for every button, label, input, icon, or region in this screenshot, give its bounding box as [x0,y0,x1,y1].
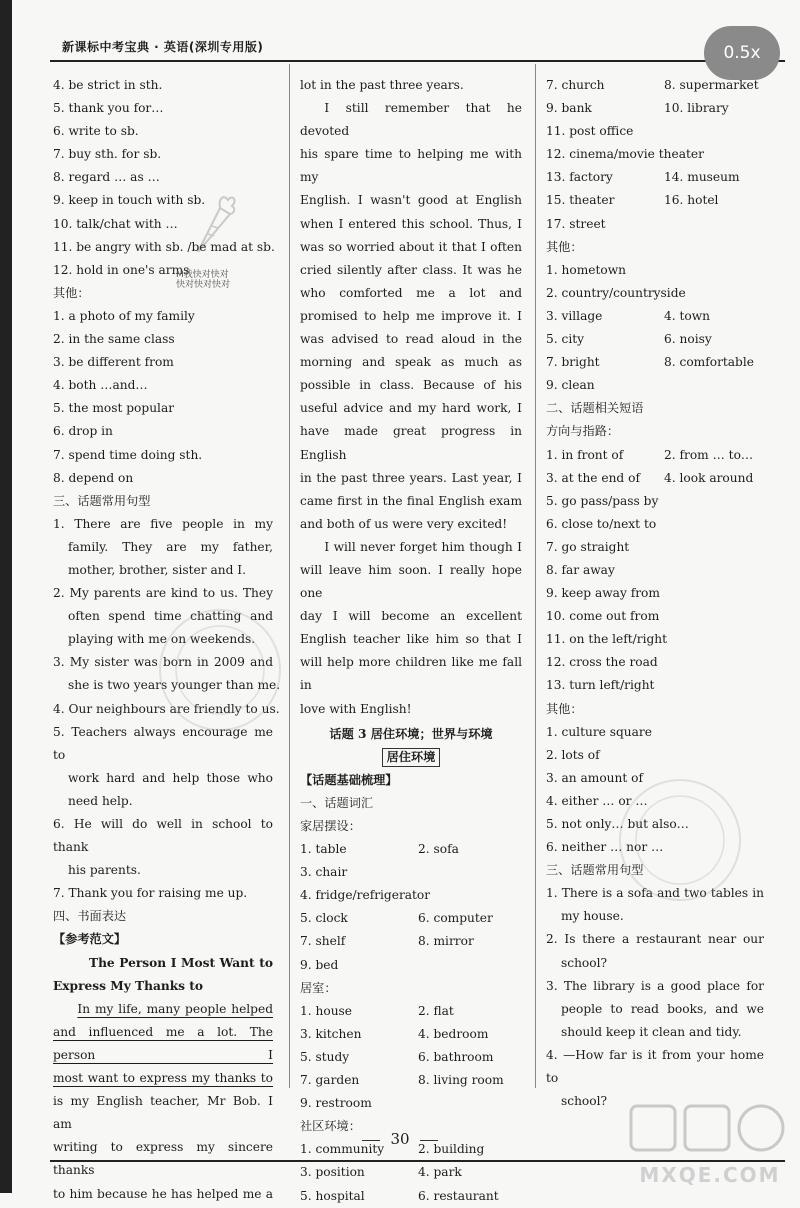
word-grid [300,1000,522,1115]
word-item: 2. sofa [418,842,459,857]
word-grid [546,259,764,398]
word-row [546,259,764,282]
section-heading: 三、话题常用句型 [53,493,151,508]
sentence-line: my house. [561,909,624,924]
text-line: in the past three years. Last year, I [300,470,522,485]
word-item: 1. table [300,842,347,857]
text-line: was so worried about it that I often [300,239,522,254]
section-heading: 一、话题词汇 [300,795,374,810]
word-item: 5. study [300,1049,350,1064]
essay-paragraph [53,998,273,1206]
text-line: when I entered this school. Thus, I [300,216,522,231]
sentence-item: 1. There are five people in my [53,516,273,531]
word-item: 11. post office [546,124,634,139]
word-item: 2. building [418,1142,485,1157]
sentence-line: work hard and help those who [68,770,273,785]
word-item: 5. go pass/pass by [546,493,659,508]
essay-paragraph [300,97,522,536]
word-row [546,490,764,513]
phrase-item: 2. in the same class [53,332,175,347]
word-item: 6. noisy [664,332,712,347]
word-row [546,351,764,374]
dash-right [420,1140,438,1141]
word-item: 6. restaurant [418,1188,499,1203]
word-row [546,189,764,212]
word-item: 13. factory [546,170,613,185]
word-item: 3. village [546,308,603,323]
section-heading: 二、话题相关短语 [546,401,644,416]
word-item: 7. garden [300,1073,360,1088]
word-row [546,328,764,351]
word-row [300,954,522,977]
word-row [546,282,764,305]
word-item: 6. close to/next to [546,516,657,531]
svg-text:MXQE.COM: MXQE.COM [639,1163,781,1187]
phrase-item: 4. either … or … [546,793,648,808]
sentence-line: school? [561,955,608,970]
word-item: 4. fridge/refrigerator [300,888,431,903]
text-line: and influenced me a lot. The person I [53,1024,273,1062]
word-grid [300,1138,522,1207]
word-item: 5. clock [300,911,348,926]
word-row [300,1092,522,1115]
word-row [546,374,764,397]
word-row [546,559,764,582]
word-row [546,513,764,536]
word-item: 11. on the left/right [546,632,668,647]
category-label: 居室： [300,980,337,995]
word-row [300,907,522,930]
section-heading: 三、话题常用句型 [546,863,644,878]
word-item: 8. supermarket [664,78,759,92]
word-row [546,605,764,628]
word-item: 4. bedroom [418,1026,489,1041]
word-item: 1. community [300,1142,385,1157]
text-line: to him because he has helped me a [53,1186,273,1201]
word-item: 8. comfortable [664,355,754,370]
word-row [546,143,764,166]
sentence-line: often spend time chatting and [68,609,273,624]
word-row [546,305,764,328]
phrase-item: 1. culture square [546,724,652,739]
watermark-caption: M我快对快对 快对快对快对 [176,270,231,290]
sentence-item: 2. Is there a restaurant near our [546,932,764,947]
column-middle [300,74,522,1208]
text-line: writing to express my sincere thanks [53,1140,273,1178]
text-line: day I will become an excellent [300,609,522,624]
category-label: 方向与指路： [546,424,620,439]
sentence-line: family. They are my father, [68,539,273,554]
text-line: was advised to read aloud in the [300,332,522,347]
word-row [546,444,764,467]
text-line: is my English teacher, Mr Bob. I am [53,1094,273,1132]
phrase-item: 7. buy sth. for sb. [53,147,162,162]
word-item: 3. chair [300,865,348,880]
word-item: 9. bank [546,101,592,116]
text-line: cried silently after class. It was he [300,262,522,277]
text-line: possible in class. Because of his [300,378,522,393]
word-item: 1. house [300,1003,353,1018]
phrase-item: 4. both …and… [53,378,148,393]
word-row [300,884,522,907]
phrase-item: 8. depend on [53,470,134,485]
column-divider [535,64,536,1088]
word-item: 7. shelf [300,934,346,949]
word-item: 5. city [546,332,585,347]
sample-essay-label: 【参考范文】 [53,932,127,947]
word-row [546,628,764,651]
sentence-line: need help. [68,793,133,808]
word-item: 3. at the end of [546,470,640,485]
word-item: 4. town [664,308,711,323]
essay-paragraph [300,536,522,721]
phrase-item: 10. talk/chat with … [53,216,178,231]
word-item: 8. mirror [418,934,474,949]
page-number: 30 [390,1130,410,1148]
word-item: 13. turn left/right [546,678,655,693]
text-line: promised to help me improve it. I [300,308,522,323]
word-item: 5. hospital [300,1188,365,1203]
essay-title: Express My Thanks to [53,978,204,993]
phrase-item: 9. keep in touch with sb. [53,193,206,208]
subtopic-box-row [300,746,522,769]
word-item: 7. bright [546,355,600,370]
word-row [300,1023,522,1046]
phrase-list [53,305,273,490]
word-item: 12. cinema/movie theater [546,147,704,162]
word-item: 9. clean [546,378,595,393]
sentence-line: school? [561,1094,608,1109]
watermark-stamp-icon [610,770,750,910]
sentence-line: his parents. [68,863,141,878]
word-row [546,467,764,490]
text-line: In my life, many people helped [77,1001,273,1016]
text-line: have made great progress in English [300,424,522,462]
column-right [546,74,764,1113]
word-row [300,861,522,884]
phrase-item: 6. write to sb. [53,124,139,139]
watermark-doodle-icon [190,190,238,260]
sentence-item: 3. The library is a good place for [546,978,764,993]
text-line: will leave him soon. I really hope one [300,562,522,601]
word-row [546,97,764,120]
sentence-item: 1. There is a sofa and two tables in [546,886,764,901]
text-line: came first in the final English exam [300,493,522,508]
section-heading: 四、书面表达 [53,909,127,924]
dash-left [362,1140,380,1141]
essay-title: The Person I Most Want to [89,955,273,970]
phrase-item: 5. not only… but also… [546,817,689,831]
word-item: 1. hometown [546,262,626,277]
category-label: 社区环境： [300,1119,361,1134]
word-item: 16. hotel [664,193,719,208]
phrase-item: 8. regard … as … [53,170,160,185]
word-row [546,651,764,674]
text-line: who comforted me a lot and [300,285,522,300]
basics-label: 【话题基础梳理】 [300,772,398,787]
text-line: love with English! [300,701,412,716]
phrase-item: 7. spend time doing sth. [53,447,203,462]
running-header: 新课标中考宝典 · 英语(深圳专用版) [62,40,264,54]
sentence-line: should keep it clean and tidy. [561,1024,742,1039]
word-row [300,1069,522,1092]
zoom-level-badge[interactable]: 0.5x [704,26,780,80]
topic-heading: 话题 3 居住环境；世界与环境 [329,726,493,741]
word-item: 6. bathroom [418,1049,494,1064]
phrase-item: 5. thank you for… [53,101,164,116]
text-line: will help more children like me fall in [300,655,522,693]
sentence-item: 6. He will do well in school to thank [53,817,273,855]
word-item: 4. park [418,1165,462,1180]
sentence-line: playing with me on weekends. [68,632,256,647]
word-item: 14. museum [664,170,740,185]
word-row [546,674,764,697]
sentence-item: 7. Thank you for raising me up. [53,886,248,901]
phrase-item: 6. neither … nor … [546,840,664,855]
word-row [300,1185,522,1208]
text-line: his spare time to helping me with my [300,147,522,185]
phrase-item: 12. hold in one's arms [53,262,190,277]
other-label: 其他： [546,239,583,254]
word-item: 9. keep away from [546,586,660,601]
word-row [300,930,522,953]
phrase-item: 6. drop in [53,424,113,439]
word-item: 2. from … to… [664,447,754,462]
word-item: 15. theater [546,193,615,208]
text-line: morning and speak as much as [300,355,522,370]
phrase-item: 1. a photo of my family [53,308,195,323]
word-item: 2. country/countryside [546,285,686,300]
phrase-item: 2. lots of [546,747,600,762]
word-row [300,838,522,861]
word-row [300,1046,522,1069]
sentence-line: people to read books, and we [561,1001,764,1016]
phrase-item: 4. be strict in sth. [53,78,163,92]
word-row [546,120,764,143]
header-rule [50,60,785,62]
word-row [546,213,764,236]
other-label: 其他： [546,701,583,716]
word-grid [300,838,522,977]
text-line: I still remember that he devoted [300,101,522,139]
phrase-item: 3. an amount of [546,770,643,785]
word-item: 6. computer [418,911,493,926]
book-spine-edge [0,0,12,1193]
word-item: 10. library [664,101,729,116]
sentence-item: 4. —How far is it from your home to [546,1047,764,1086]
text-line: lot in the past three years. [300,78,464,92]
subtopic-box: 居住环境 [382,748,441,767]
phrase-item: 11. be angry with sb. /be mad at sb. [53,239,275,254]
phrase-item: 5. the most popular [53,401,175,416]
text-line: English. I wasn't good at English [300,193,522,208]
word-row [546,74,764,97]
word-row [300,1000,522,1023]
word-item: 9. restroom [300,1096,372,1111]
word-row [546,166,764,189]
word-grid [546,74,764,236]
watermark-stamp-icon [150,600,290,740]
word-row [300,1161,522,1184]
essay-paragraph [300,74,522,97]
word-item: 7. church [546,78,605,92]
word-grid [546,444,764,698]
word-row [546,582,764,605]
watermark-logo-icon [625,1100,795,1190]
column-divider [289,64,290,1088]
sentence-item: 3. My sister was born in 2009 and [53,655,273,670]
word-item: 4. look around [664,470,754,485]
text-line: most want to express my thanks to [53,1071,273,1086]
word-item: 17. street [546,216,606,231]
text-line: I will never forget him though I [324,539,522,554]
word-row [546,536,764,559]
word-item: 12. cross the road [546,655,658,670]
word-item: 8. far away [546,562,615,577]
word-item: 10. come out from [546,609,660,624]
text-line: English teacher like him so that I [300,632,522,647]
phrase-list [53,74,273,282]
word-item: 8. living room [418,1073,504,1088]
sentence-line: she is two years younger than me. [68,678,281,693]
word-item: 3. kitchen [300,1026,362,1041]
word-item: 1. in front of [546,447,624,462]
sentence-item: 2. My parents are kind to us. They [53,586,273,601]
phrase-item: 3. be different from [53,355,174,370]
word-item: 9. bed [300,957,339,972]
word-item: 2. flat [418,1003,454,1018]
sentence-item: 4. Our neighbours are friendly to us. [53,701,280,716]
category-label: 家居摆设： [300,819,361,833]
text-line: useful advice and my hard work, I [300,401,522,416]
word-item: 7. go straight [546,539,630,554]
sentence-item: 5. Teachers always encourage me to [53,724,273,762]
text-line: and both of us were very excited! [300,516,508,531]
sentence-line: mother, brother, sister and I. [68,562,246,577]
sentence-list [546,882,764,1113]
other-label: 其他： [53,285,90,300]
word-item: 3. position [300,1165,365,1180]
